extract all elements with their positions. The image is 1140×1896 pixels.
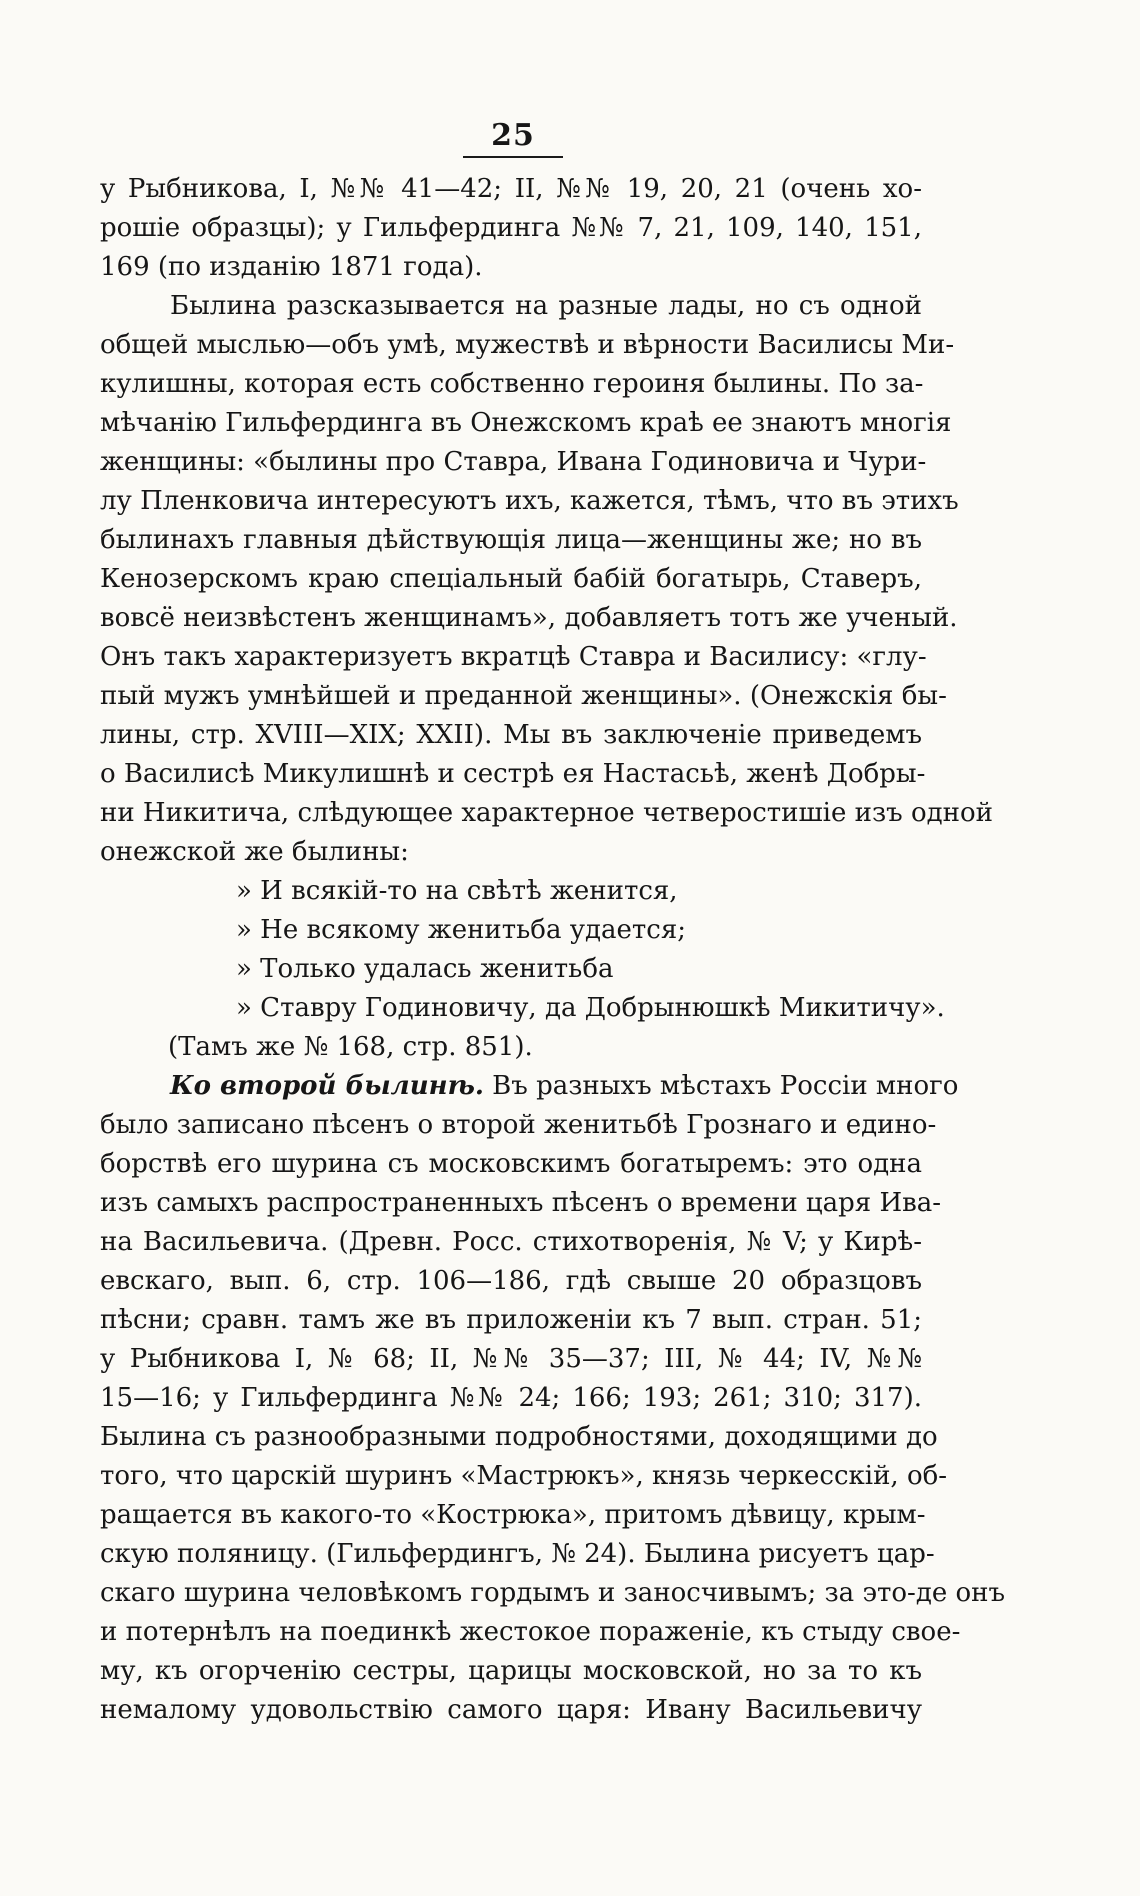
text-line: пѣсни; сравн. тамъ же въ приложеніи къ 7 вып. стран. 51; <box>100 1305 922 1335</box>
text-line: у Рыбникова, I, №№ 41—42; II, №№ 19, 20, 21 (очень хо- <box>100 174 922 204</box>
text-line: было записано пѣсенъ о второй женитьбѣ Грознаго и едино- <box>100 1110 937 1140</box>
section-first-line-text: Въ разныхъ мѣстахъ Россіи много <box>483 1071 959 1101</box>
text-line: Онъ такъ характеризуетъ вкратцѣ Ставра и Василису: «глу- <box>100 642 927 672</box>
text-line: былинахъ главныя дѣйствующія лица—женщины же; но въ <box>100 525 922 555</box>
verse-line: » Ставру Годиновичу, да Добрынюшкѣ Микитичу». <box>236 993 945 1023</box>
text-line: изъ самыхъ распространенныхъ пѣсенъ о времени царя Ива- <box>100 1188 942 1218</box>
text-line: му, къ огорченію сестры, царицы московской, но за то къ <box>100 1656 922 1686</box>
text-line: Кенозерскомъ краю спеціальный бабій богатырь, Ставеръ, <box>100 564 922 594</box>
text-line: 15—16; у Гильфердинга №№ 24; 166; 193; 261; 310; 317). <box>100 1383 922 1413</box>
text-line: на Васильевича. (Древн. Росс. стихотворенія, № V; у Кирѣ- <box>100 1227 922 1257</box>
text-line: Былина съ разнообразными подробностями, доходящими до <box>100 1422 938 1452</box>
text-line: пый мужъ умнѣйшей и преданной женщины». (Онежскія бы- <box>100 681 947 711</box>
text-line: ращается въ какого-то «Кострюка», притомъ дѣвицу, крым- <box>100 1500 926 1530</box>
text-line: женщины: «былины про Ставра, Ивана Годиновича и Чури- <box>100 447 927 477</box>
text-line: кулишны, которая есть собственно героиня былины. По за- <box>100 369 924 399</box>
text-line: того, что царскій шуринъ «Мастрюкъ», князь черкесскій, об- <box>100 1461 948 1491</box>
citation-line: (Тамъ же № 168, стр. 851). <box>168 1032 533 1062</box>
text-line: 169 (по изданію 1871 года). <box>100 252 483 282</box>
text-line: о Василисѣ Микулишнѣ и сестрѣ ея Настасьѣ, женѣ Добры- <box>100 759 926 789</box>
text-line: мѣчанію Гильфердинга въ Онежскомъ краѣ ее знаютъ многія <box>100 408 952 438</box>
text-line: скаго шурина человѣкомъ гордымъ и заносчивымъ; за это-де онъ <box>100 1578 1006 1608</box>
text-line: вовсё неизвѣстенъ женщинамъ», добавляетъ тотъ же ученый. <box>100 603 958 633</box>
verse-line: » Только удалась женитьба <box>236 954 614 984</box>
text-line: евскаго, вып. 6, стр. 106—186, гдѣ свыше 20 образцовъ <box>100 1266 922 1296</box>
text-line: у Рыбникова I, № 68; II, №№ 35—37; III, № 44; IV, №№ <box>100 1344 922 1374</box>
verse-line: » Не всякому женитьба удается; <box>236 915 687 945</box>
page-number-rule <box>463 156 563 158</box>
text-line: немалому удовольствію самого царя: Ивану Васильевичу <box>100 1695 922 1725</box>
section-heading: Ко второй былинѣ. <box>170 1071 484 1101</box>
text-line: и потернѣлъ на поединкѣ жестокое пораженіе, къ стыду свое- <box>100 1617 961 1647</box>
verse-line: » И всякій-то на свѣтѣ женится, <box>236 876 678 906</box>
page-number: 25 <box>491 118 535 153</box>
text-line: ни Никитича, слѣдующее характерное четверостишіе изъ одной <box>100 798 993 828</box>
text-line: лины, стр. XVIII—XIX; XXII). Мы въ заключеніе приведемъ <box>100 720 922 750</box>
text-line: лу Пленковича интересуютъ ихъ, кажется, тѣмъ, что въ этихъ <box>100 486 959 516</box>
text-line: борствѣ его шурина съ московскимъ богатыремъ: это одна <box>100 1149 922 1179</box>
text-line: общей мыслью—объ умѣ, мужествѣ и вѣрности Василисы Ми- <box>100 330 955 360</box>
text-line: онежской же былины: <box>100 837 409 867</box>
body-text <box>100 170 1006 1730</box>
section-first-line <box>100 1067 959 1106</box>
text-line: Былина разсказывается на разные лады, но съ одной <box>170 291 922 321</box>
text-line: рошіе образцы); у Гильфердинга №№ 7, 21, 109, 140, 151, <box>100 213 922 243</box>
text-line: скую поляницу. (Гильфердингъ, № 24). Былина рисуетъ цар- <box>100 1539 935 1569</box>
